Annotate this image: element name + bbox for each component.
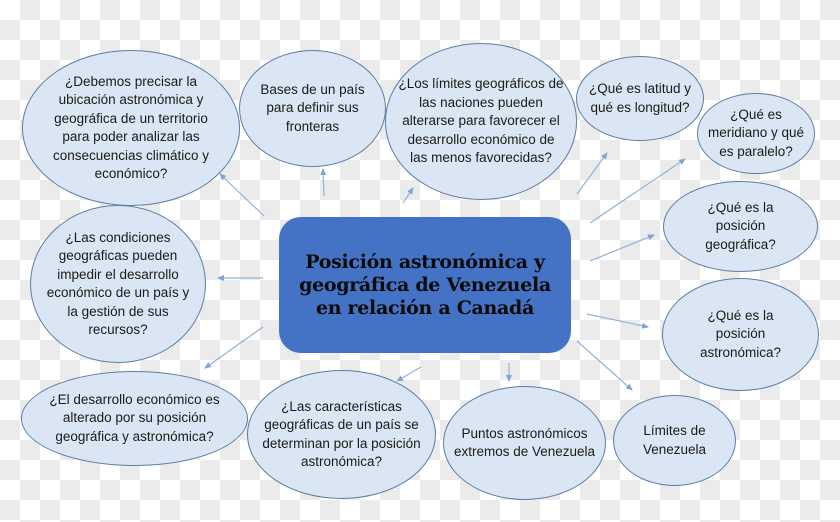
arrow-to-n10: [397, 367, 421, 381]
arrow-to-n3: [403, 188, 413, 203]
node-precisar-ubicacion[interactable]: [22, 50, 240, 206]
node-bases-fronteras[interactable]: [239, 50, 386, 167]
node-label: Puntos astronómicos extremos de Venezuela: [453, 425, 596, 459]
node-label: ¿El desarrollo económico es alterado por su posición geográfica y astronómica?: [49, 391, 220, 444]
node-posicion-astronomica[interactable]: [662, 278, 819, 391]
node-latitud-longitud[interactable]: [576, 56, 704, 141]
node-condiciones-geograficas[interactable]: [30, 205, 206, 363]
node-limites-venezuela[interactable]: [613, 395, 736, 486]
node-label: ¿Las características geográficas de un país se determinan por la posición astronómica?: [262, 398, 421, 469]
node-label: Límites de Venezuela: [642, 423, 707, 457]
node-label: ¿Qué es latitud y qué es longitud?: [588, 81, 692, 115]
node-puntos-astronomicos[interactable]: [443, 386, 606, 500]
node-meridiano-paralelo[interactable]: [697, 93, 815, 174]
arrow-to-n7: [587, 314, 648, 327]
arrow-to-n2: [323, 169, 324, 196]
node-limites-geograficos[interactable]: [385, 43, 577, 200]
node-label: ¿Debemos precisar la ubicación astronómica y geográfica de un territorio para poder analizar las consecuencias climático y económico?: [52, 73, 210, 181]
node-label: ¿Las condiciones geográficas pueden impedir el desarrollo económico de un país y la gestión de sus recursos?: [46, 229, 190, 337]
arrow-to-n6: [590, 235, 654, 261]
arrow-to-n1: [220, 174, 264, 216]
arrow-to-n11: [205, 327, 263, 368]
node-label: ¿Los límites geográficos de las naciones pueden alterarse para favorecer el desarrollo económico de las menos favorecidas?: [398, 76, 564, 166]
arrow-to-n4: [577, 153, 607, 194]
node-desarrollo-economico[interactable]: [21, 371, 248, 466]
node-label: ¿Qué es la posición astronómica?: [699, 307, 782, 360]
node-label: ¿Qué es la posición geográfica?: [705, 199, 776, 252]
arrow-to-n8: [577, 341, 632, 390]
node-caracteristicas-geograficas[interactable]: [247, 370, 436, 499]
node-label: ¿Qué es meridiano y qué es paralelo?: [707, 106, 805, 159]
central-topic-title: Posición astronómica y geográfica de Venezuela en relación a Canadá: [299, 250, 551, 319]
node-posicion-geografica[interactable]: [663, 181, 818, 272]
central-topic[interactable]: [279, 217, 571, 353]
node-label: Bases de un país para definir sus fronteras: [260, 81, 365, 134]
